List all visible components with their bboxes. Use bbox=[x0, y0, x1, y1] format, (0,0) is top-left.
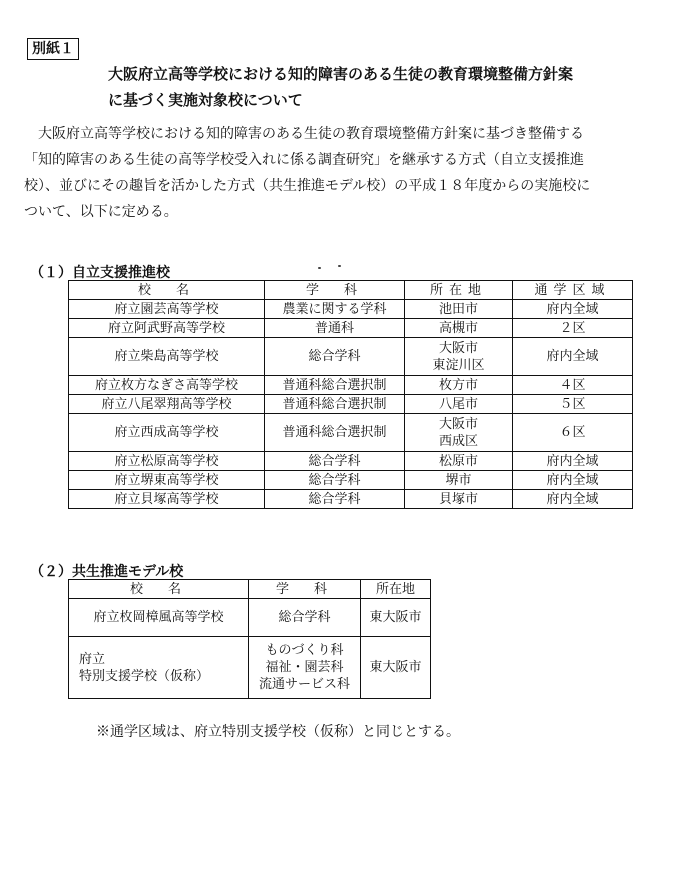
cell-school-name: 府立 特別支援学校（仮称） bbox=[69, 637, 249, 699]
table-row bbox=[69, 490, 633, 509]
cell-district: ６区 bbox=[513, 414, 633, 452]
table-row bbox=[69, 376, 633, 395]
cell-location: 東大阪市 bbox=[361, 637, 431, 699]
cell-department: 普通科総合選択制 bbox=[265, 376, 405, 395]
cell-department: 総合学科 bbox=[265, 338, 405, 376]
cell-school-name: 府立阿武野高等学校 bbox=[69, 319, 265, 338]
cell-department: 総合学科 bbox=[265, 490, 405, 509]
intro-line: 「知的障害のある生徒の高等学校受入れに係る調査研究」を継承する方式（自立支援推進 bbox=[24, 152, 584, 168]
table-row bbox=[69, 338, 633, 376]
cell-location: 東大阪市 bbox=[361, 599, 431, 637]
cell-school-name: 府立柴島高等学校 bbox=[69, 338, 265, 376]
title-line: 大阪府立高等学校における知的障害のある生徒の教育環境整備方針案 bbox=[108, 65, 574, 83]
independence-support-table bbox=[68, 280, 633, 509]
footnote: ※通学区域は、府立特別支援学校（仮称）と同じとする。 bbox=[96, 724, 460, 740]
table-row bbox=[69, 637, 431, 699]
cell-school-name: 府立貝塚高等学校 bbox=[69, 490, 265, 509]
cell-location: 松原市 bbox=[405, 452, 513, 471]
cell-department: 普通科総合選択制 bbox=[265, 395, 405, 414]
cell-district: 府内全域 bbox=[513, 300, 633, 319]
cell-location: 大阪市 西成区 bbox=[405, 414, 513, 452]
cell-school-name: 府立松原高等学校 bbox=[69, 452, 265, 471]
cell-location: 貝塚市 bbox=[405, 490, 513, 509]
cell-district: 府内全域 bbox=[513, 490, 633, 509]
cell-school-name: 府立堺東高等学校 bbox=[69, 471, 265, 490]
cell-department: 普通科総合選択制 bbox=[265, 414, 405, 452]
cell-district: 府内全域 bbox=[513, 452, 633, 471]
cell-school-name: 府立園芸高等学校 bbox=[69, 300, 265, 319]
table-row bbox=[69, 414, 633, 452]
title-line: に基づく実施対象校について bbox=[108, 91, 303, 109]
table-row bbox=[69, 452, 633, 471]
table-row bbox=[69, 319, 633, 338]
header-school-district: 通学区域 bbox=[513, 281, 633, 300]
cell-department: 総合学科 bbox=[265, 452, 405, 471]
intro-line: 大阪府立高等学校における知的障害のある生徒の教育環境整備方針案に基づき整備する bbox=[24, 126, 584, 142]
table-row bbox=[69, 599, 431, 637]
intro-line: 校）、並びにその趣旨を活かした方式（共生推進モデル校）の平成１８年度からの実施校に bbox=[24, 178, 591, 194]
header-school-name: 校 名 bbox=[69, 281, 265, 300]
cell-district: 府内全域 bbox=[513, 471, 633, 490]
table-row bbox=[69, 471, 633, 490]
section2-heading: （２）共生推進モデル校 bbox=[30, 564, 184, 580]
cell-department: 総合学科 bbox=[265, 471, 405, 490]
attachment-label: 別紙１ bbox=[27, 38, 79, 60]
header-department: 学 科 bbox=[249, 580, 361, 599]
cell-department: 農業に関する学科 bbox=[265, 300, 405, 319]
cell-department: 総合学科 bbox=[249, 599, 361, 637]
table-row bbox=[69, 300, 633, 319]
cell-location: 池田市 bbox=[405, 300, 513, 319]
header-location: 所在地 bbox=[361, 580, 431, 599]
cell-school-name: 府立枚岡樟風高等学校 bbox=[69, 599, 249, 637]
cell-school-name: 府立枚方なぎさ高等学校 bbox=[69, 376, 265, 395]
cell-district: ５区 bbox=[513, 395, 633, 414]
cell-district: ２区 bbox=[513, 319, 633, 338]
table-header-row bbox=[69, 580, 431, 599]
table-header-row bbox=[69, 281, 633, 300]
cell-location: 堺市 bbox=[405, 471, 513, 490]
header-school-name: 校 名 bbox=[69, 580, 249, 599]
cell-location: 八尾市 bbox=[405, 395, 513, 414]
coexistence-model-table bbox=[68, 579, 431, 699]
cell-location: 大阪市 東淀川区 bbox=[405, 338, 513, 376]
table-row bbox=[69, 395, 633, 414]
scan-specks bbox=[318, 265, 358, 271]
cell-school-name: 府立西成高等学校 bbox=[69, 414, 265, 452]
cell-department: ものづくり科 福祉・園芸科 流通サービス科 bbox=[249, 637, 361, 699]
intro-line: ついて、以下に定める。 bbox=[24, 204, 178, 220]
header-location: 所在地 bbox=[405, 281, 513, 300]
cell-district: ４区 bbox=[513, 376, 633, 395]
intro-paragraph bbox=[24, 121, 654, 225]
header-department: 学 科 bbox=[265, 281, 405, 300]
cell-location: 枚方市 bbox=[405, 376, 513, 395]
cell-school-name: 府立八尾翠翔高等学校 bbox=[69, 395, 265, 414]
cell-district: 府内全域 bbox=[513, 338, 633, 376]
cell-location: 高槻市 bbox=[405, 319, 513, 338]
document-title bbox=[108, 61, 628, 113]
cell-department: 普通科 bbox=[265, 319, 405, 338]
section1-heading: （１）自立支援推進校 bbox=[30, 265, 170, 281]
